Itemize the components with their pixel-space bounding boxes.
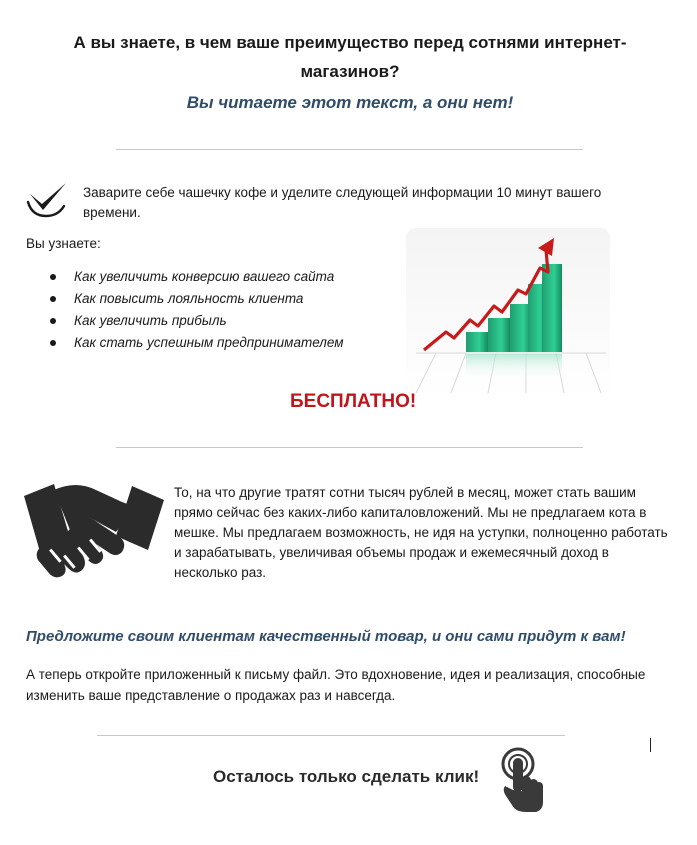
coffee-invitation-text: Заварите себе чашечку кофе и уделите следующей информации 10 минут вашего времени. <box>83 185 602 220</box>
pointing-hand-click-icon[interactable] <box>498 746 546 814</box>
benefits-label: Вы узнаете: <box>26 236 101 251</box>
growth-chart-icon <box>406 228 610 398</box>
offer-headline: Предложите своим клиентам качественный товар, и они сами придут к вам! <box>26 628 626 645</box>
cta-text: Осталось только сделать клик! <box>213 767 480 786</box>
list-item: Как увеличить прибыль <box>48 310 343 332</box>
text-cursor <box>650 738 651 752</box>
list-item: Как увеличить конверсию вашего сайта <box>48 266 343 288</box>
check-swoosh-icon <box>24 180 70 220</box>
handshake-icon <box>24 480 164 584</box>
list-item: Как стать успешным предпринимателем <box>48 332 343 354</box>
offer-paragraph: А теперь откройте приложенный к письму файл. Это вдохновение, идея и реализация, способные изменить ваше представление о продажах раз и навсегда. <box>26 667 646 703</box>
divider-middle <box>116 447 583 448</box>
free-label: БЕСПЛАТНО! <box>290 391 417 412</box>
benefits-list <box>48 266 343 354</box>
page-headline: А вы знаете, в чем ваше преимущество перед сотнями интернет-магазинов? <box>73 33 627 81</box>
divider-bottom <box>97 735 565 736</box>
page-subheadline: Вы читаете этот текст, а они нет! <box>186 93 514 112</box>
divider-top <box>116 149 583 150</box>
list-item: Как повысить лояльность клиента <box>48 288 343 310</box>
partnership-paragraph: То, на что другие тратят сотни тысяч рублей в месяц, может стать вашим прямо сейчас без каких-либо капиталовложений. Мы не предлагаем кота в мешке. Мы предлагаем возможность, не идя на уступки, полноценно работать и зарабатывать, увеличивая объемы продаж и ежемесячный доход в несколько раз. <box>174 485 668 580</box>
